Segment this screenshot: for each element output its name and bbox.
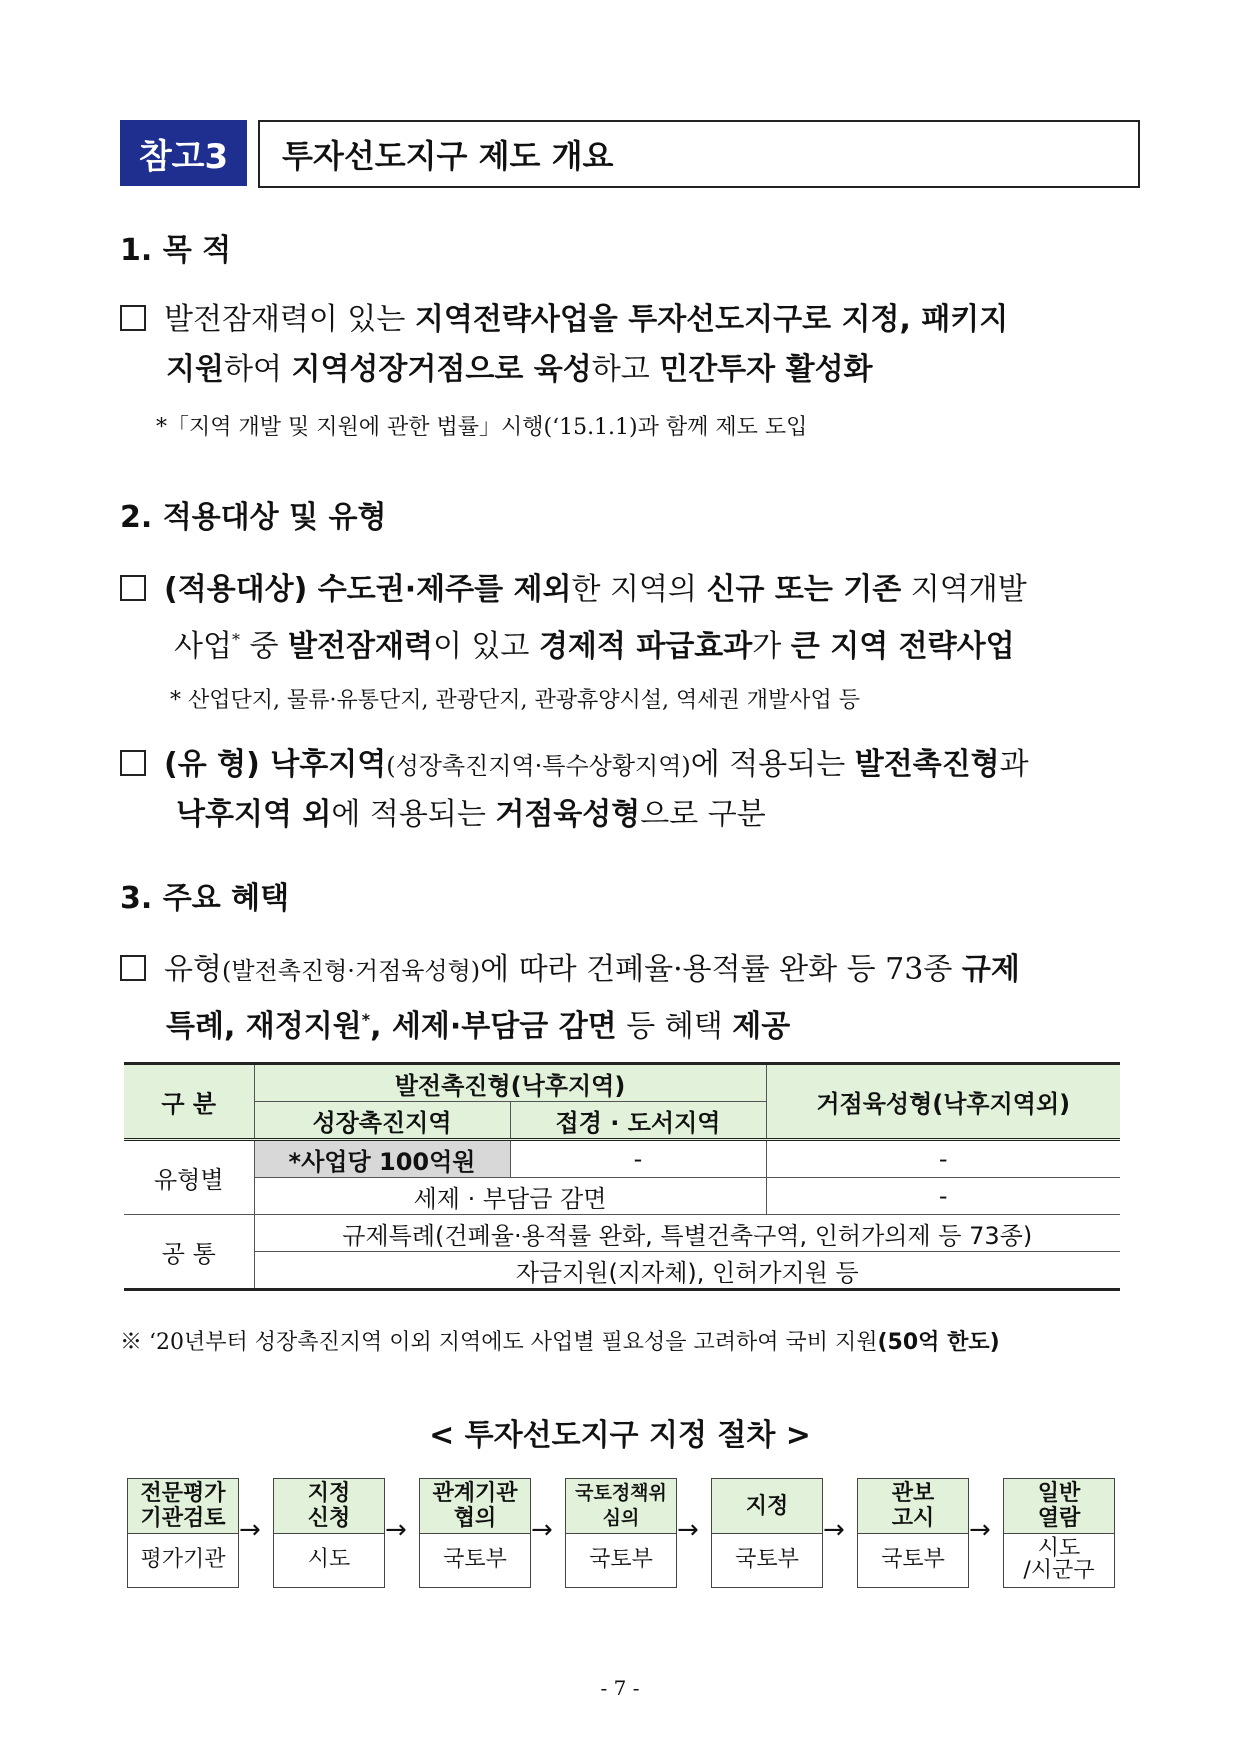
step-title-line: 지정 [307, 1481, 351, 1506]
text: 하여 [223, 352, 292, 387]
procedure-step-agency [274, 1534, 384, 1586]
checkbox-square-icon [120, 305, 146, 331]
procedure-step [565, 1478, 677, 1588]
text-bold: , 세제·부담금 감면 [370, 1009, 617, 1044]
text-bold: 규제 [961, 952, 1020, 987]
text: 중 [239, 629, 289, 664]
procedure-step-title [1004, 1479, 1114, 1534]
footnote [120, 1325, 1000, 1356]
step-title-line: 관보 [891, 1481, 935, 1506]
superscript: * [231, 630, 240, 649]
text-bold: (적용대상) 수도권·제주를 제외 [164, 572, 572, 607]
text-bold: 특례, 재정지원 [166, 1009, 362, 1044]
row-label-type: 유형별 [124, 1140, 254, 1215]
section-1-note: *「지역 개발 및 지원에 관한 법률」시행(‘15.1.1)과 함께 제도 도입 [156, 415, 808, 440]
step-title-line: 신청 [307, 1506, 351, 1531]
text-bold: 신규 또는 기존 [706, 572, 902, 607]
procedure-step-agency [1004, 1534, 1114, 1586]
section-1-bullet-cont [166, 345, 873, 395]
text-bold: 낙후지역 외 [176, 797, 332, 832]
section-2-heading: 2. 적용대상 및 유형 [120, 500, 387, 535]
step-agency-line: 국토부 [881, 1547, 945, 1572]
section-2-bullet-2-cont [176, 790, 766, 840]
checkbox-square-icon [120, 575, 146, 601]
procedure-step-title [274, 1479, 384, 1534]
section-3-bullet [120, 945, 1120, 996]
text: 에 적용되는 [331, 797, 496, 832]
section-2-note: * 산업단지, 물류·유통단지, 관광단지, 관광휴양시설, 역세권 개발사업 등 [170, 688, 860, 713]
text: 이 있고 [432, 629, 539, 664]
procedure-step [273, 1478, 385, 1588]
text: 등 혜택 [616, 1009, 733, 1044]
text: 하고 [591, 352, 660, 387]
procedure-step [857, 1478, 969, 1588]
step-agency-line: 평가기관 [140, 1547, 226, 1572]
cell-regulation-special: 규제특례(건폐율·용적률 완화, 특별건축구역, 인허가의제 등 73종) [254, 1215, 1120, 1252]
step-agency-line: 시도 [307, 1547, 351, 1572]
step-title-line: 국토정책위 [575, 1482, 667, 1504]
row-label-common: 공 통 [124, 1215, 254, 1290]
procedure-step-title [128, 1479, 238, 1534]
step-title-line: 협의 [453, 1506, 497, 1531]
text: 유형 [164, 952, 222, 987]
header-growth-region: 성장촉진지역 [254, 1102, 510, 1140]
procedure-step [127, 1478, 239, 1588]
step-agency-line: 국토부 [735, 1547, 799, 1572]
text-bold: 지역성장거점으로 육성 [291, 352, 592, 387]
checkbox-square-icon [120, 955, 146, 981]
text-bold: 제공 [732, 1009, 791, 1044]
text: 과 [999, 747, 1029, 782]
superscript: * [361, 1010, 371, 1029]
table-cell: - [510, 1140, 766, 1178]
arrow-right-icon: → [677, 1515, 699, 1545]
text: 에 적용되는 [690, 747, 855, 782]
procedure-step-agency [566, 1534, 676, 1586]
text-bold: 경제적 파급효과 [538, 629, 753, 664]
checkbox-square-icon [120, 750, 146, 776]
section-1-bullet [120, 295, 1120, 345]
table-cell: - [766, 1178, 1120, 1215]
step-agency-line: 시도 [1037, 1536, 1081, 1561]
text: ※ ‘20년부터 성장촉진지역 이외 지역에도 사업별 필요성을 고려하여 국비 지원 [120, 1330, 878, 1355]
text: 에 따라 건폐율·용적률 완화 등 73종 [480, 952, 962, 987]
step-title-line: 기관검토 [140, 1506, 226, 1531]
text-small: (발전촉진형·거점육성형) [221, 957, 481, 985]
text-bold: 큰 지역 전략사업 [790, 629, 1015, 664]
text: 발전잠재력이 있는 [164, 302, 415, 337]
section-1-heading: 1. 목 적 [120, 233, 232, 268]
section-3-bullet-cont [166, 995, 790, 1052]
text: 지역개발 [901, 572, 1027, 607]
procedure-step-agency [712, 1534, 822, 1586]
text: 사업 [174, 629, 232, 664]
step-title-line: 열람 [1037, 1506, 1081, 1531]
text-bold: 발전잠재력 [288, 629, 433, 664]
text: 한 지역의 [571, 572, 707, 607]
arrow-right-icon: → [385, 1515, 407, 1545]
procedure-step [419, 1478, 531, 1588]
section-2-bullet-1 [120, 565, 1120, 615]
benefit-table [124, 1062, 1120, 1291]
section-2-bullet-2 [120, 740, 1120, 791]
text-bold: 민간투자 활성화 [659, 352, 873, 387]
text-small: (성장촉진지역·특수상황지역) [386, 752, 691, 780]
text: 으로 구분 [640, 797, 766, 832]
procedure-step-title [858, 1479, 968, 1534]
header-hub-type: 거점육성형(낙후지역외) [766, 1064, 1120, 1140]
page-number: - 7 - [600, 1676, 640, 1700]
section-2-bullet-1-cont [174, 615, 1015, 672]
step-title-line: 관계기관 [432, 1481, 518, 1506]
arrow-right-icon: → [531, 1515, 553, 1545]
text-bold: 지역전략사업을 투자선도지구로 지정, 패키지 [414, 302, 1009, 337]
header-development-type: 발전촉진형(낙후지역) [254, 1064, 766, 1102]
header-category: 구 분 [124, 1064, 254, 1140]
text-bold: (50억 한도) [877, 1330, 1000, 1355]
header-border-island: 접경 · 도서지역 [510, 1102, 766, 1140]
text-bold: 발전촉진형 [854, 747, 1000, 782]
text-bold: (유 형) 낙후지역 [164, 747, 387, 782]
step-title-line: 지정 [745, 1493, 789, 1519]
step-agency-line: /시군구 [1023, 1558, 1095, 1583]
procedure-step-agency [128, 1534, 238, 1586]
text: 가 [752, 629, 791, 664]
cell-fund-per-project: *사업당 100억원 [254, 1140, 510, 1178]
cell-tax-reduction: 세제 · 부담금 감면 [254, 1178, 766, 1215]
step-agency-line: 국토부 [443, 1547, 507, 1572]
procedure-step-title [566, 1479, 676, 1534]
page-title: 투자선도지구 제도 개요 [258, 120, 1140, 188]
arrow-right-icon: → [239, 1515, 261, 1545]
arrow-right-icon: → [969, 1515, 991, 1545]
step-title-line: 전문평가 [140, 1481, 226, 1506]
procedure-step-agency [858, 1534, 968, 1586]
procedure-step-title [420, 1479, 530, 1534]
procedure-step-agency [420, 1534, 530, 1586]
arrow-right-icon: → [823, 1515, 845, 1545]
table-cell: - [766, 1140, 1120, 1178]
step-agency-line: 국토부 [589, 1547, 653, 1572]
procedure-title: < 투자선도지구 지정 절차 > [429, 1418, 811, 1453]
section-3-heading: 3. 주요 혜택 [120, 881, 290, 916]
step-title-line: 일반 [1037, 1481, 1081, 1506]
cell-fund-support: 자금지원(지자체), 인허가지원 등 [254, 1252, 1120, 1290]
step-title-line: 고시 [891, 1506, 935, 1531]
text-bold: 거점육성형 [495, 797, 641, 832]
procedure-step [711, 1478, 823, 1588]
procedure-step-title [712, 1479, 822, 1534]
reference-badge: 참고3 [120, 120, 247, 186]
text-bold: 지원 [166, 352, 224, 387]
procedure-step [1003, 1478, 1115, 1588]
step-title-line: 심의 [602, 1507, 640, 1529]
